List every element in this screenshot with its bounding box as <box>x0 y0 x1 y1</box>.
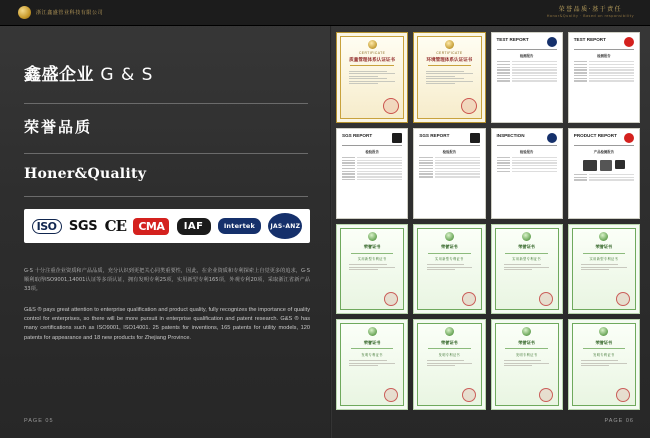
page-title <box>24 60 308 85</box>
certificate-title: 荣誉证书 <box>518 244 535 249</box>
certificate-title: 荣誉证书 <box>518 339 535 345</box>
seal-icon <box>445 40 454 49</box>
certificate-subtitle: CERTIFICATE <box>436 50 463 55</box>
top-bar <box>0 0 650 26</box>
certification-logo-strip <box>24 209 310 243</box>
page-title-gs: G & S <box>100 65 154 85</box>
logo-emblem-icon <box>18 6 31 19</box>
red-stamp-icon <box>539 292 553 306</box>
body-paragraph-cn: G·S 十分注重企业资质和产品品质，充分认识到更把关心同类重要性，因此，在企业资质和专利探索上自觉更多的追求，G·S 顺利取得ISO9001,14001认证等多项认证，拥有发明专利25项，实用新型专利165项，外观专利20项，采取浙江省新产品33项。 <box>24 268 310 292</box>
report-logo-icon <box>624 37 634 47</box>
cma-logo: CMA <box>133 209 169 243</box>
certificate-inspection-report[interactable] <box>491 128 563 219</box>
report-title: 检测报告 <box>597 54 611 58</box>
seal-icon <box>522 327 531 336</box>
certificate-subtitle: 发明专利证书 <box>361 352 383 357</box>
red-stamp-icon <box>539 388 553 402</box>
seal-icon <box>445 232 454 241</box>
report-table <box>574 61 634 82</box>
jas-anz-logo: JAS-ANZ <box>268 209 302 243</box>
header-tagline-en: Honor&Quality · Based on responsibility <box>546 14 634 18</box>
seal-icon <box>445 327 454 336</box>
certificate-sgs-report-1[interactable] <box>336 128 408 219</box>
subtitle-en: Honer&Quality <box>24 166 147 182</box>
sgs-logo: SGS <box>68 218 98 234</box>
certificate-test-report-1[interactable] <box>491 32 563 123</box>
certificate-subtitle: CERTIFICATE <box>358 50 386 55</box>
seal-icon <box>599 327 608 336</box>
certificate-title: 荣誉证书 <box>440 244 458 249</box>
product-photo <box>615 160 625 169</box>
report-logo-icon <box>470 133 480 143</box>
certificate-iso14001[interactable] <box>413 32 485 123</box>
red-stamp-icon <box>461 98 477 114</box>
page-number-right: PAGE 06 <box>604 418 634 424</box>
report-table <box>342 157 402 181</box>
report-brand: PRODUCT REPORT <box>573 132 617 138</box>
report-brand: INSPECTION <box>496 132 525 138</box>
red-stamp-icon <box>462 292 476 306</box>
certificate-subtitle: 发明专利证书 <box>515 352 538 357</box>
header-tagline-cn: 荣誉品质·基于责任 <box>558 6 623 13</box>
red-stamp-icon <box>462 388 476 402</box>
certificate-subtitle: 发明专利证书 <box>438 352 461 357</box>
product-photo-group <box>574 160 634 171</box>
logo-text: 浙江鑫盛管业科技有限公司 <box>36 10 104 16</box>
left-page <box>0 26 330 438</box>
certificate-title: 荣誉证书 <box>440 339 458 345</box>
page-number-left: PAGE 05 <box>24 418 54 424</box>
certificate-patent-1[interactable] <box>336 224 408 315</box>
certificate-product-report[interactable] <box>568 128 640 219</box>
certificate-grid <box>336 32 640 410</box>
report-table <box>419 157 479 178</box>
certificate-title: 荣誉证书 <box>363 244 381 249</box>
subtitle-cn: 荣誉品质 <box>24 118 93 136</box>
seal-icon <box>368 327 377 336</box>
certificate-subtitle: 实用新型专利证书 <box>589 256 619 261</box>
certificate-patent-3[interactable] <box>491 224 563 315</box>
certificate-subtitle: 发明专利证书 <box>593 352 615 357</box>
page-spine <box>330 26 332 438</box>
certificate-subtitle: 实用新型专利证书 <box>512 256 541 261</box>
report-brand: SGS REPORT <box>419 132 450 138</box>
report-logo-icon <box>392 133 402 143</box>
report-brand: TEST REPORT <box>573 37 606 42</box>
certificate-subtitle: 实用新型专利证书 <box>435 256 464 261</box>
certificate-patent-4[interactable] <box>568 224 640 315</box>
seal-icon <box>599 232 608 241</box>
certificate-title: 环境管理体系认证证书 <box>426 56 473 62</box>
certificate-patent-8[interactable] <box>568 319 640 410</box>
report-title: 检验报告 <box>365 149 379 154</box>
report-table <box>574 174 634 181</box>
report-table <box>497 157 557 172</box>
certificate-title: 质量管理体系认证证书 <box>349 56 396 62</box>
report-logo-icon <box>624 133 634 143</box>
certificate-sgs-report-2[interactable] <box>413 128 485 219</box>
report-title: 检测报告 <box>519 54 534 58</box>
certificate-title: 荣誉证书 <box>363 339 381 345</box>
report-brand: SGS REPORT <box>342 132 373 138</box>
report-table <box>497 61 557 82</box>
report-brand: TEST REPORT <box>496 37 529 42</box>
report-title: 检验报告 <box>442 149 457 154</box>
certificate-patent-5[interactable] <box>336 319 408 410</box>
certificate-iso9001[interactable] <box>336 32 408 123</box>
iso-logo: ISO <box>32 209 62 243</box>
red-stamp-icon <box>383 98 399 114</box>
product-photo <box>583 160 597 171</box>
seal-icon <box>368 40 377 49</box>
divider-1 <box>24 103 308 104</box>
certificate-title: 荣誉证书 <box>595 339 613 345</box>
certificate-patent-7[interactable] <box>491 319 563 410</box>
iaf-logo: IAF <box>177 209 211 243</box>
divider-3 <box>24 196 308 197</box>
divider-2 <box>24 153 308 154</box>
page-title-cn: 鑫盛企业 <box>24 65 94 85</box>
intertek-logo: Intertek <box>218 209 261 243</box>
certificate-test-report-2[interactable] <box>568 32 640 123</box>
product-photo <box>600 160 612 171</box>
certificate-patent-2[interactable] <box>413 224 485 315</box>
report-title: 产品检测报告 <box>593 149 615 154</box>
seal-icon <box>368 232 377 241</box>
report-logo-icon <box>547 133 557 143</box>
report-logo-icon <box>547 37 557 47</box>
certificate-patent-6[interactable] <box>413 319 485 410</box>
body-paragraph-en: G&S ® pays great attention to enterprise qualification and product quality, fully recognizes the importance of quality control for enterprises, so there will be more pursuit in enterprise qualification and patent research. G&S ® has many certifications such as ISO9001, ISO14001. 25 patents for inventions, 165 patents for utility models, 120 patents for appearance and 18 new products for Zhejiang Province. <box>24 307 310 341</box>
seal-icon <box>522 232 531 241</box>
report-title: 检验报告 <box>519 149 534 154</box>
company-logo <box>18 6 103 19</box>
red-stamp-icon <box>616 388 630 402</box>
certificate-title: 荣誉证书 <box>595 244 613 249</box>
ce-logo: CE <box>104 217 127 235</box>
header-tagline <box>547 4 634 18</box>
certificate-subtitle: 实用新型专利证书 <box>357 256 387 261</box>
